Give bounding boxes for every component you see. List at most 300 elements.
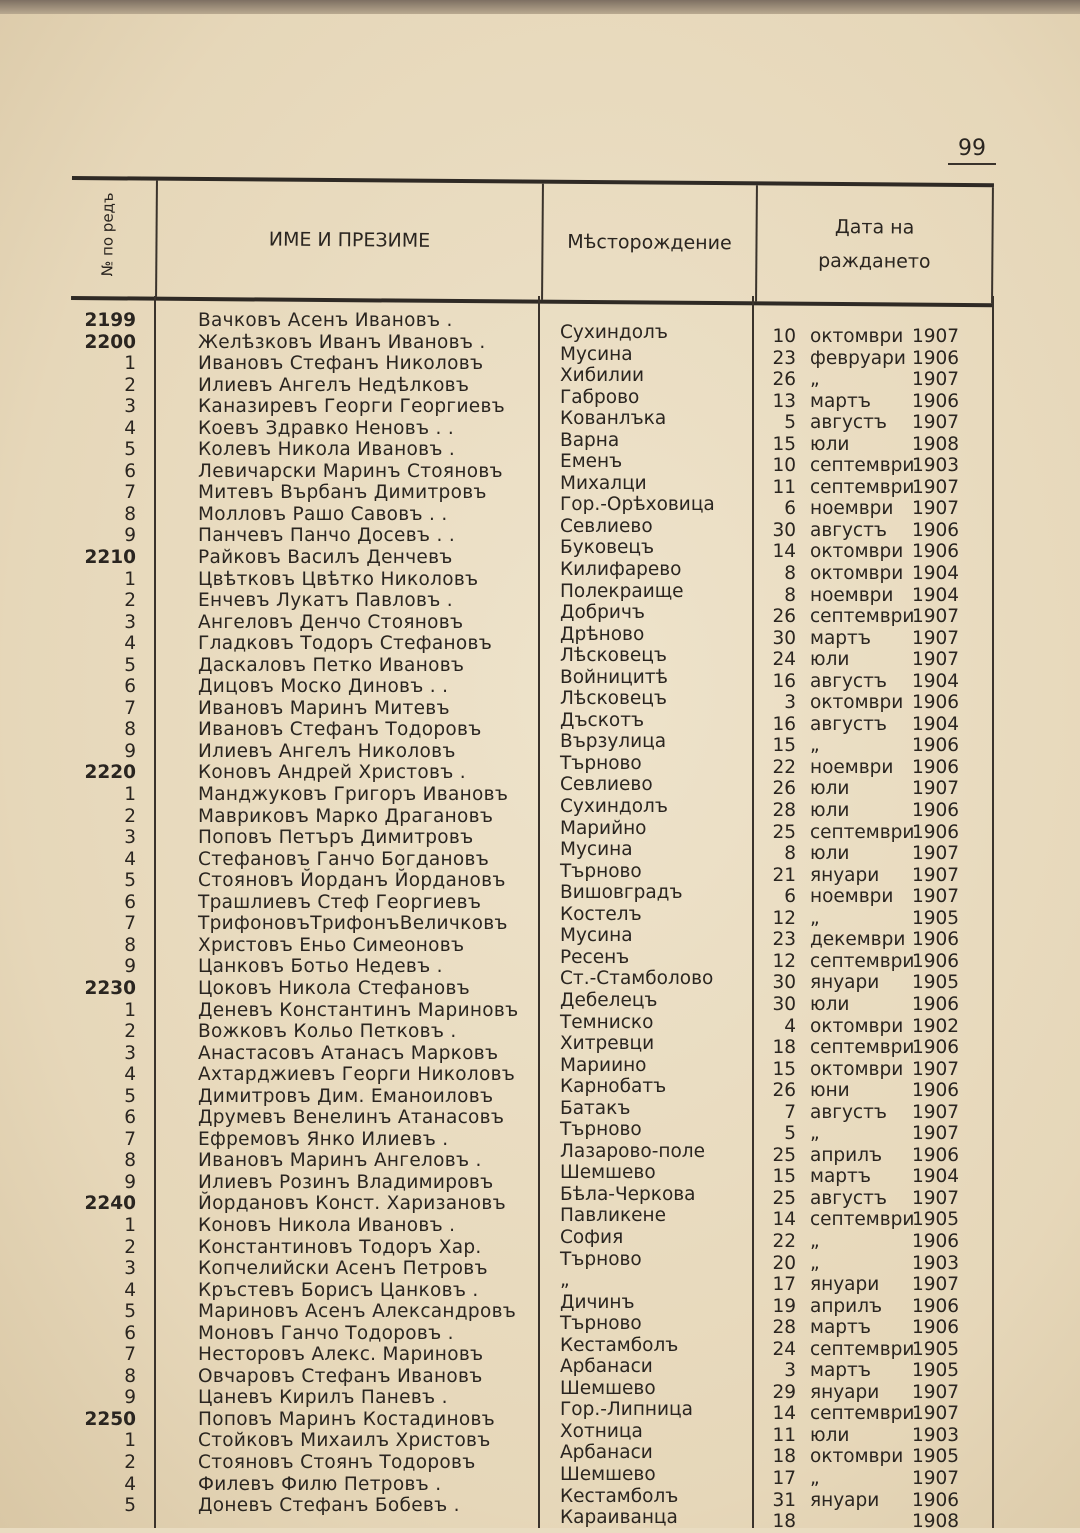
birth-month: мартъ [810,1317,871,1339]
row-number: 6 [124,676,136,698]
birth-year: 1906 [912,1489,960,1511]
birth-day: 18 [772,1037,796,1059]
birthplace: Лѣсковецъ [560,688,667,710]
person-name: Ивановъ Стефанъ Николовъ [198,353,484,375]
birthplace: Полекраище [560,580,684,602]
birth-month: октомври [810,1446,904,1468]
row-number: 5 [124,870,136,892]
birth-year: 1906 [912,993,960,1015]
birth-month: ноември [810,584,894,606]
birth-year: 1906 [912,692,960,714]
page-top-edge [0,0,1080,14]
birth-month: юли [810,1424,850,1446]
header-no-cell [83,190,150,287]
birth-day: 31 [772,1489,796,1511]
row-number: 1 [124,353,136,375]
birth-year: 1907 [912,843,960,865]
person-name: Каназиревъ Георги Георгиевъ [198,396,506,418]
birth-day: 11 [772,1424,796,1446]
birth-year: 1907 [912,1123,960,1145]
birth-day: 30 [772,627,796,649]
row-number: 7 [124,1344,136,1366]
birthplace: Ст.-Стамболово [560,968,714,990]
birth-year: 1906 [912,1037,960,1059]
birth-year: 1906 [912,1144,960,1166]
birth-year: 1902 [912,1015,960,1037]
birth-day: 30 [772,993,796,1015]
row-number: 1 [124,1430,136,1452]
birth-year: 1906 [912,541,960,563]
birthplace: Лѣсковецъ [560,645,667,667]
person-name: Христовъ Еньо Симеоновъ [198,934,465,956]
birth-year: 1905 [912,1446,960,1468]
birth-month: августъ [810,713,887,735]
row-number: 4 [124,633,136,655]
birth-day: 3 [784,1360,796,1382]
birthplace: Войницитѣ [560,666,668,688]
person-name: Дицовъ Моско Диновъ . . [198,676,449,698]
birth-year: 1905 [912,907,960,929]
person-name: ТрифоновъТрифонъВеличковъ [198,913,508,935]
birthplace: Варна [560,429,620,451]
birthplace: Кованлъка [560,408,667,430]
birthplace: Мусина [560,925,633,947]
birthplace: Сухиндолъ [560,796,668,818]
birth-month: ноември [810,756,894,778]
birth-year: 1907 [912,778,960,800]
birthplace: Шемшево [560,1463,656,1485]
birthplace: Търново [560,1119,642,1141]
birth-month: августъ [810,412,887,434]
person-name: Колевъ Никола Ивановъ . [198,439,456,461]
birth-day: 22 [772,756,796,778]
person-name: Коевъ Здравко Неновъ . . [198,417,455,439]
birthplace: Дебелецъ [560,989,658,1011]
birth-year: 1906 [912,1317,960,1339]
row-number: 8 [124,934,136,956]
row-number: 1 [124,784,136,806]
birth-day: 23 [772,347,796,369]
birth-year: 1906 [912,347,960,369]
birthplace: София [560,1226,624,1248]
row-number: 2240 [84,1193,136,1215]
birthplace: Севлиево [560,774,653,796]
person-name: Цвѣтковъ Цвѣтко Николовъ [198,568,479,590]
row-number: 3 [124,827,136,849]
row-number: 2230 [84,977,136,999]
person-name: Кръстевъ Борисъ Цанковъ . [198,1279,479,1301]
birth-month: септември [810,1403,915,1425]
birth-month: „ [810,369,820,391]
birthplace: Хотница [560,1420,643,1442]
row-number: 2199 [84,310,136,331]
person-name: Анастасовъ Атанасъ Марковъ [198,1042,499,1064]
person-name: Копчелийски Асенъ Петровъ [198,1258,488,1280]
birth-month: августъ [810,1187,887,1209]
birth-month: януари [810,1489,880,1511]
person-name: Моновъ Ганчо Тодоровъ . [198,1322,454,1344]
birthplace: „ [560,1270,570,1292]
person-name: Илиевъ Розинъ Владимировъ [198,1171,494,1193]
person-name: Йордановъ Конст. Харизановъ [198,1193,506,1215]
birthplace: Гор.-Орѣховица [560,494,715,516]
row-number: 5 [124,1301,136,1323]
birth-day: 20 [772,1252,796,1274]
birth-month: октомври [810,541,904,563]
birth-year: 1906 [912,800,960,822]
row-number: 1 [124,1214,136,1236]
row-number: 1 [124,999,136,1021]
birth-month: „ [810,735,820,757]
row-number: 3 [124,1042,136,1064]
birth-month: юли [810,778,850,800]
birth-day: 15 [772,433,796,455]
person-name: Поповъ Петъръ Димитровъ [198,827,474,849]
birth-month: мартъ [810,1166,871,1188]
birthplace: Хибилии [560,365,644,387]
person-name: Желѣзковъ Иванъ Ивановъ . [198,331,486,353]
row-number: 9 [124,740,136,762]
person-name: Стояновъ Стоянъ Тодоровъ [198,1451,476,1473]
row-number: 7 [124,482,136,504]
person-name: Стефановъ Ганчо Богдановъ [198,848,490,870]
birth-day: 26 [772,778,796,800]
birth-day: 21 [772,864,796,886]
row-number: 2220 [84,762,136,784]
birth-month: февруари [810,347,906,369]
row-number: 8 [124,1365,136,1387]
birth-month: септември [810,476,915,498]
person-name: Гладковъ Тодоръ Стефановъ [198,633,493,655]
birth-month: мартъ [810,627,871,649]
birth-day: 12 [772,950,796,972]
birth-month: септември [810,455,915,477]
birth-day: 28 [772,800,796,822]
birth-day: 29 [772,1381,796,1403]
birth-month: януари [810,864,880,886]
birthplace: Павликене [560,1205,667,1227]
birth-day: 17 [772,1274,796,1296]
row-number: 9 [124,1387,136,1409]
birth-day: 5 [784,1123,796,1145]
birth-month: „ [810,1467,820,1489]
row-number: 3 [124,1258,136,1280]
birth-year: 1907 [912,476,960,498]
birth-month: юли [810,433,850,455]
birth-month: октомври [810,326,904,347]
person-name: Цанковъ Ботьо Недевъ . [198,956,443,978]
row-number: 3 [124,396,136,418]
birth-month: септември [810,606,915,628]
row-number: 4 [124,1473,136,1495]
birthplace: Вишовградъ [560,882,683,904]
birthplace: Михалци [560,472,647,494]
birthplace: Арбанаси [560,1356,653,1378]
birth-year: 1903 [912,1252,960,1274]
birth-day: 24 [772,1338,796,1360]
birth-year: 1907 [912,1101,960,1123]
birth-year: 1904 [912,584,960,606]
birth-year: 1907 [912,1274,960,1296]
birthplace: Гор.-Липница [560,1399,693,1421]
person-name: Друмевъ Венелинъ Атанасовъ [198,1107,505,1129]
birthplace: Шемшево [560,1377,656,1399]
row-number: 7 [124,1128,136,1150]
birth-day: 3 [784,692,796,714]
birth-day: 6 [784,498,796,520]
birthplace: Добричъ [560,602,645,624]
birth-month: януари [810,972,880,994]
birth-day: 26 [772,606,796,628]
birth-day: 19 [772,1295,796,1317]
row-number: 2200 [84,331,136,353]
birth-year: 1905 [912,972,960,994]
birth-day: 25 [772,1144,796,1166]
birth-day: 14 [772,1403,796,1425]
birth-month: септември [810,821,915,843]
birth-day: 24 [772,649,796,671]
row-number: 2 [124,1021,136,1043]
birth-day: 4 [784,1015,796,1037]
birth-year: 1907 [912,1467,960,1489]
birth-day: 18 [772,1446,796,1468]
birthplace: Темниско [560,1011,654,1033]
birthplace: Марийно [560,817,647,839]
birth-month: юни [810,1080,850,1102]
header-birthplace-label: Мѣсторождение [567,230,732,255]
person-name: Димитровъ Дим. Еманоиловъ [198,1085,494,1107]
birth-day: 18 [772,1511,796,1533]
birth-day: 7 [784,1101,796,1123]
birthplace: Дъскотъ [560,709,645,731]
row-number: 5 [124,1085,136,1107]
birth-month: юли [810,800,850,822]
row-number: 2 [124,1236,136,1258]
birth-day: 8 [784,584,796,606]
birth-year: 1903 [912,455,960,477]
birth-year: 1907 [912,369,960,391]
table-rows [72,310,994,1533]
birth-year: 1905 [912,1209,960,1231]
birthplace: Мариино [560,1054,647,1076]
person-name: Филевъ Филю Петровъ . [198,1473,442,1495]
person-name: Стойковъ Михаилъ Христовъ [198,1430,491,1452]
person-name: Поповъ Маринъ Костадиновъ [198,1408,496,1430]
row-number: 8 [124,1150,136,1172]
birth-year: 1907 [912,1187,960,1209]
birth-year: 1908 [912,1511,960,1533]
person-name: Мавриковъ Марко Драгановъ [198,805,494,827]
birth-year: 1904 [912,1166,960,1188]
birthplace: Бѣла-Черкова [560,1183,696,1205]
header-birthdate-cell [757,185,992,303]
birthplace: Лазарово-поле [560,1140,706,1162]
birth-month: августъ [810,670,887,692]
person-name: Панчевъ Панчо Досевъ . . [198,525,456,547]
row-number: 9 [124,1171,136,1193]
birthplace: Търново [560,752,642,774]
birth-day: 13 [772,390,796,412]
row-number: 8 [124,719,136,741]
birthplace: Кестамболъ [560,1334,679,1356]
birthplace: Сухиндолъ [560,322,668,343]
birth-year: 1906 [912,1230,960,1252]
birth-day: 14 [772,1209,796,1231]
birth-month: януари [810,1381,880,1403]
birth-year: 1907 [912,1058,960,1080]
birthplace: Караиванца [560,1507,678,1529]
table-row [72,1495,994,1533]
birth-month: „ [810,907,820,929]
birth-month: „ [810,1252,820,1274]
birthplace: Мусина [560,839,633,861]
row-number: 9 [124,956,136,978]
birth-day: 22 [772,1230,796,1252]
birth-year: 1906 [912,929,960,951]
person-name: Ангеловъ Денчо Стояновъ [198,611,464,633]
birth-year: 1906 [912,1080,960,1102]
birth-day: 16 [772,713,796,735]
birth-year: 1904 [912,670,960,692]
birth-year: 1907 [912,627,960,649]
person-name: Даскаловъ Петко Ивановъ [198,654,465,676]
birthplace: Мусина [560,343,633,365]
page-number: 99 [948,136,996,165]
person-name: Вачковъ Асенъ Ивановъ . [198,310,453,331]
row-number: 6 [124,460,136,482]
birth-month: октомври [810,1015,904,1037]
birth-year: 1907 [912,326,960,347]
birth-year: 1906 [912,1295,960,1317]
header-birthplace-cell [543,184,756,302]
birthplace: Кестамболъ [560,1485,679,1507]
row-number: 6 [124,891,136,913]
birth-day: 12 [772,907,796,929]
birth-month: априлъ [810,1295,883,1317]
birth-day: 16 [772,670,796,692]
person-name: Овчаровъ Стефанъ Ивановъ [198,1365,483,1387]
person-name: Вожковъ Кольо Петковъ . [198,1021,457,1043]
header-birthdate-label: Дата на раждането [818,215,931,273]
birthplace: Еменъ [560,451,623,473]
birth-year: 1904 [912,563,960,585]
birth-month: „ [810,1230,820,1252]
birth-day: 17 [772,1467,796,1489]
row-number: 9 [124,525,136,547]
row-number: 2 [124,1451,136,1473]
person-name: Ивановъ Стефанъ Тодоровъ [198,719,482,741]
person-name: Деневъ Константинъ Мариновъ [198,999,519,1021]
birthplace: Дрѣново [560,623,645,645]
birthplace: Килифарево [560,559,682,581]
birth-month: септември [810,1209,915,1231]
birth-day: 25 [772,821,796,843]
row-number: 6 [124,1322,136,1344]
birth-day: 26 [772,369,796,391]
birth-year: 1906 [912,390,960,412]
person-name: Левичарски Маринъ Стояновъ [198,460,503,482]
table-header [71,176,994,307]
header-name-label: ИМЕ И ПРЕЗИМЕ [268,228,431,252]
person-name: Цоковъ Никола Стефановъ [198,977,471,999]
birth-day: 5 [784,412,796,434]
row-number: 4 [124,1279,136,1301]
row-number: 4 [124,848,136,870]
row-number: 4 [124,417,136,439]
row-number: 2 [124,805,136,827]
birth-month: октомври [810,692,904,714]
birth-month: юли [810,843,850,865]
row-number: 8 [124,503,136,525]
birth-day: 26 [772,1080,796,1102]
birth-month: мартъ [810,390,871,412]
person-name: Митевъ Върбанъ Димитровъ [198,482,487,504]
birth-month: декември [810,929,906,951]
birth-month: юли [810,993,850,1015]
birth-day: 8 [784,563,796,585]
birthplace: Шемшево [560,1162,656,1184]
birthplace: Ресенъ [560,946,630,968]
birthplace: Буковецъ [560,537,655,559]
row-number: 4 [124,1064,136,1086]
birth-year: 1904 [912,713,960,735]
birthplace: Карнобатъ [560,1076,667,1098]
row-number: 5 [124,1495,136,1517]
birth-day: 11 [772,476,796,498]
birth-month: августъ [810,519,887,541]
birth-month: септември [810,950,915,972]
table-body [72,296,994,1533]
birth-month: августъ [810,1101,887,1123]
birth-day: 15 [772,1058,796,1080]
birth-month: октомври [810,563,904,585]
row-number: 2210 [84,547,136,569]
birthplace: Вързулица [560,731,667,753]
person-name: Манджуковъ Григоръ Ивановъ [198,784,509,806]
person-name: Константиновъ Тодоръ Хар. [198,1236,482,1258]
person-name: Коновъ Никола Ивановъ . [198,1214,456,1236]
birthplace: Търново [560,1248,642,1270]
birthplace: Севлиево [560,515,653,537]
person-name: Ахтарджиевъ Георги Николовъ [198,1064,516,1086]
birth-month: септември [810,1037,915,1059]
birth-year: 1907 [912,606,960,628]
birth-year: 1906 [912,950,960,972]
birth-year: 1907 [912,886,960,908]
person-name: Молловъ Рашо Савовъ . . [198,503,448,525]
birth-month: ноември [810,886,894,908]
birth-year: 1905 [912,1360,960,1382]
birthplace: Батакъ [560,1097,631,1119]
birthplace: Търново [560,1313,642,1335]
row-number: 2 [124,374,136,396]
birth-year: 1905 [912,1338,960,1360]
birth-year: 1906 [912,821,960,843]
birth-year: 1907 [912,1381,960,1403]
person-name: Несторовъ Алекс. Мариновъ [198,1344,484,1366]
birth-year: 1907 [912,412,960,434]
birth-year: 1908 [912,433,960,455]
birth-day: 14 [772,541,796,563]
birthplace: Арбанаси [560,1442,653,1464]
birth-day: 10 [772,455,796,477]
birth-day: 8 [784,843,796,865]
row-number: 2250 [84,1408,136,1430]
birth-day: 28 [772,1317,796,1339]
birth-day: 15 [772,735,796,757]
header-name-cell [157,181,542,300]
birth-year: 1906 [912,519,960,541]
